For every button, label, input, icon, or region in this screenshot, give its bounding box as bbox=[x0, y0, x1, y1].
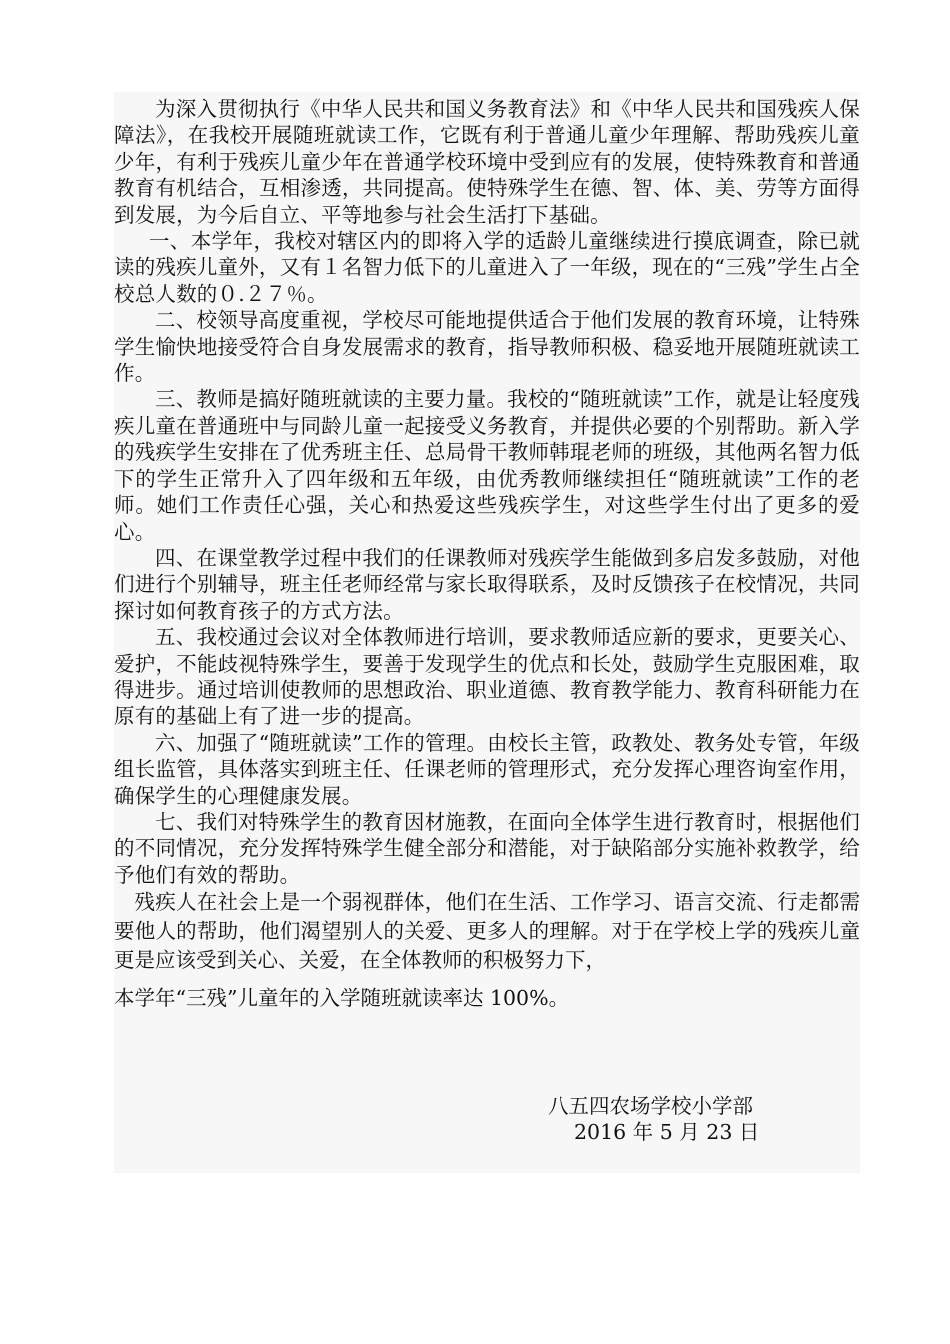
spacer bbox=[114, 1011, 860, 1093]
paragraph-1: 一、本学年，我校对辖区内的即将入学的适龄儿童继续进行摸底调查，除已就读的残疾儿童外，又有１名智力低下的儿童进入了一年级，现在的“三残”学生占全校总人数的０.２７％。 bbox=[114, 229, 860, 306]
date: 2016 年 5 月 23 日 bbox=[574, 1120, 760, 1145]
intro-paragraph: 为深入贯彻执行《中华人民共和国义务教育法》和《中华人民共和国残疾人保障法》，在我校开展随班就读工作，它既有利于普通儿童少年理解、帮助残疾儿童少年，有利于残疾儿童少年在普通学校环境中受到应有的发展，使特殊教育和普通教育有机结合，互相渗透，共同提高。使特殊学生在德、智、体、美、劳等方面得到发展，为今后自立、平等地参与社会生活打下基础。 bbox=[114, 97, 860, 227]
paragraph-4: 四、在课堂教学过程中我们的任课教师对残疾学生能做到多启发多鼓励，对他们进行个别辅导，班主任老师经常与家长取得联系，及时反馈孩子在校情况，共同探讨如何教育孩子的方式方法。 bbox=[114, 545, 860, 623]
signature: 八五四农场学校小学部 bbox=[548, 1094, 753, 1119]
document-body bbox=[114, 92, 860, 1173]
signature-block bbox=[114, 1093, 860, 1173]
closing-paragraph: 残疾人在社会上是一个弱视群体，他们在生活、工作学习、语言交流、行走都需要他人的帮助，他们渴望别人的关爱、更多人的理解。对于在学校上学的残疾儿童更是应该受到关心、关爱，在全体教师的积极努力下， bbox=[114, 890, 860, 973]
paragraph-3: 三、教师是搞好随班就读的主要力量。我校的“随班就读”工作，就是让轻度残疾儿童在普通班中与同龄儿童一起接受义务教育，并提供必要的个别帮助。新入学的残疾学生安排在了优秀班主任、总局骨干教师韩琨老师的班级，其他两名智力低下的学生正常升入了四年级和五年级，由优秀教师继续担任“随班就读”工作的老师。她们工作责任心强，关心和热爱这些残疾学生，对这些学生付出了更多的爱心。 bbox=[114, 387, 860, 544]
paragraph-2: 二、校领导高度重视，学校尽可能地提供适合于他们发展的教育环境，让特殊学生愉快地接受符合自身发展需求的教育，指导教师积极、稳妥地开展随班就读工作。 bbox=[114, 308, 860, 386]
closing-last-line: 本学年“三残”儿童年的入学随班就读率达 100%。 bbox=[114, 986, 570, 1011]
paragraph-6: 六、加强了“随班就读”工作的管理。由校长主管，政教处、教务处专管，年级组长监管，具体落实到班主任、任课老师的管理形式，充分发挥心理咨询室作用，确保学生的心理健康发展。 bbox=[114, 730, 860, 808]
paragraph-5: 五、我校通过会议对全体教师进行培训，要求教师适应新的要求，更要关心、爱护，不能歧视特殊学生，要善于发现学生的优点和长处，鼓励学生克服困难，取得进步。通过培训使教师的思想政治、职业道德、教育教学能力、教育科研能力在原有的基础上有了进一步的提高。 bbox=[114, 625, 860, 729]
paragraph-7: 七、我们对特殊学生的教育因材施教，在面向全体学生进行教育时，根据他们的不同情况，充分发挥特殊学生健全部分和潜能，对于缺陷部分实施补救教学，给予他们有效的帮助。 bbox=[114, 809, 860, 887]
